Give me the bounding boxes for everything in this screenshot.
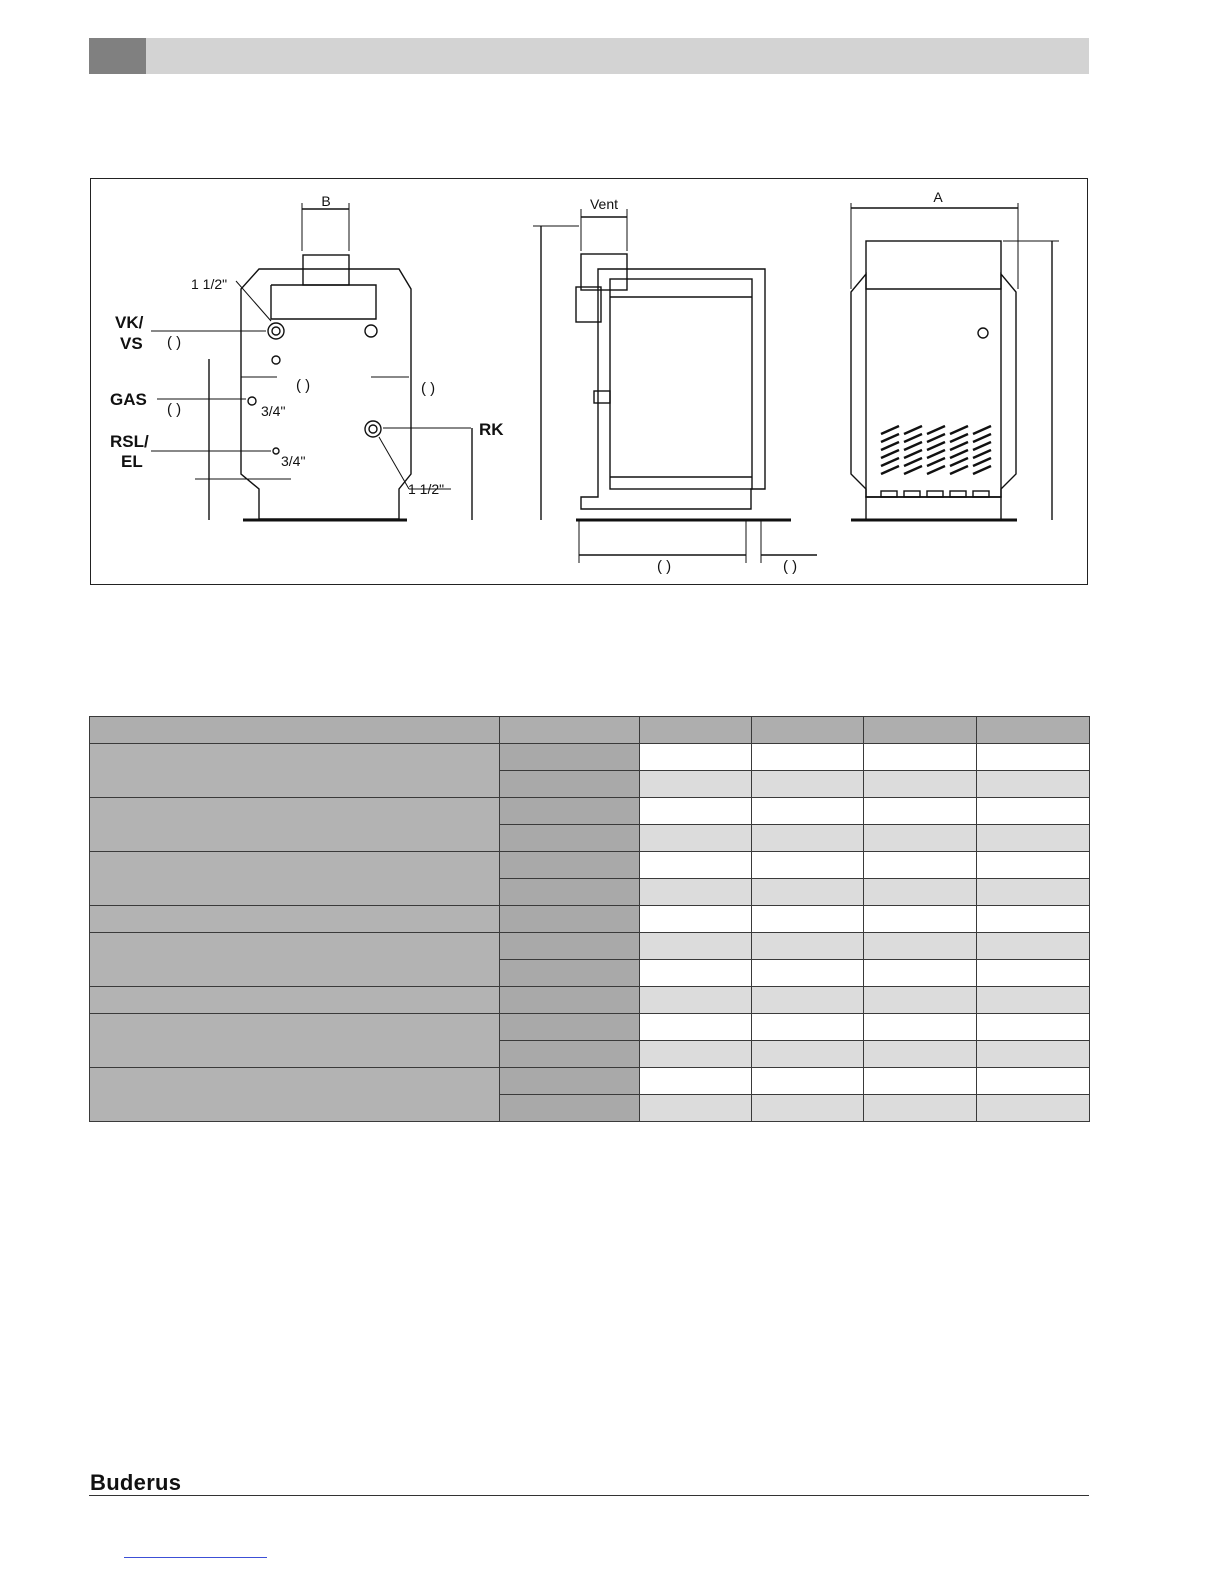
dimensions-table <box>89 716 1090 1122</box>
row-label-cell <box>90 906 500 933</box>
value-cell <box>864 825 977 852</box>
value-cell <box>864 1095 977 1122</box>
value-cell <box>977 852 1090 879</box>
value-cell <box>977 798 1090 825</box>
rsl-el-label-line2: EL <box>121 452 143 471</box>
value-cell <box>752 879 864 906</box>
value-cell <box>864 1014 977 1041</box>
unit-cell <box>500 852 640 879</box>
row-label-cell <box>90 987 500 1014</box>
table-header-cell <box>90 717 500 744</box>
diagram-svg <box>91 179 1089 586</box>
gas-connection-size: 3/4" <box>261 403 286 419</box>
value-cell <box>977 933 1090 960</box>
vent-label: Vent <box>589 196 619 212</box>
value-cell <box>640 825 752 852</box>
value-cell <box>752 960 864 987</box>
value-cell <box>640 987 752 1014</box>
unit-cell <box>500 1095 640 1122</box>
rk-connection-size: 1 1/2" <box>408 481 445 497</box>
value-cell <box>640 1068 752 1095</box>
rk-label: RK <box>479 420 504 439</box>
value-cell <box>752 852 864 879</box>
boiler-dimension-diagram <box>90 178 1088 585</box>
table-row <box>90 933 1090 960</box>
value-cell <box>640 960 752 987</box>
value-cell <box>864 879 977 906</box>
section-number-tab <box>89 38 146 74</box>
rsl-el-label-line1: RSL/ <box>110 432 149 451</box>
rsl-connection-size: 3/4" <box>281 453 306 469</box>
value-cell <box>864 798 977 825</box>
value-cell <box>977 987 1090 1014</box>
unit-cell <box>500 825 640 852</box>
value-cell <box>864 744 977 771</box>
value-cell <box>977 771 1090 798</box>
row-label-cell <box>90 933 500 987</box>
value-cell <box>752 1041 864 1068</box>
side-view <box>533 209 817 563</box>
value-cell <box>752 744 864 771</box>
side-offset-empty-dim-parenthesis: ( ) <box>783 558 798 575</box>
section-header-bar <box>89 38 1089 74</box>
front-view <box>151 203 472 520</box>
unit-cell <box>500 744 640 771</box>
footer-rule <box>89 1495 1089 1496</box>
value-cell <box>864 933 977 960</box>
value-cell <box>640 879 752 906</box>
unit-cell <box>500 771 640 798</box>
unit-cell <box>500 1014 640 1041</box>
front-right-empty-dim-parenthesis: ( ) <box>421 380 436 397</box>
value-cell <box>864 987 977 1014</box>
value-cell <box>752 771 864 798</box>
unit-cell <box>500 1041 640 1068</box>
gas-label: GAS <box>110 390 147 409</box>
dim-b-label: B <box>321 193 331 209</box>
value-cell <box>864 771 977 798</box>
vk-vs-label-line2: VS <box>120 334 143 353</box>
value-cell <box>977 1095 1090 1122</box>
unit-cell <box>500 933 640 960</box>
unit-cell <box>500 906 640 933</box>
value-cell <box>977 879 1090 906</box>
value-cell <box>864 852 977 879</box>
value-cell <box>752 933 864 960</box>
side-depth-empty-dim-parenthesis: ( ) <box>657 558 672 575</box>
value-cell <box>977 906 1090 933</box>
value-cell <box>640 906 752 933</box>
value-cell <box>752 906 864 933</box>
unit-cell <box>500 987 640 1014</box>
row-label-cell <box>90 1014 500 1068</box>
row-label-cell <box>90 852 500 906</box>
value-cell <box>977 1068 1090 1095</box>
value-cell <box>640 1041 752 1068</box>
value-cell <box>752 798 864 825</box>
back-view <box>851 203 1059 520</box>
value-cell <box>752 1068 864 1095</box>
unit-cell <box>500 879 640 906</box>
table-header-cell <box>977 717 1090 744</box>
row-label-cell <box>90 1068 500 1122</box>
footer-link-underline[interactable] <box>124 1557 267 1558</box>
table-row <box>90 1068 1090 1095</box>
vk-empty-dim-parenthesis: ( ) <box>167 334 182 351</box>
value-cell <box>640 798 752 825</box>
value-cell <box>977 825 1090 852</box>
value-cell <box>864 906 977 933</box>
value-cell <box>640 933 752 960</box>
unit-cell <box>500 960 640 987</box>
table-header-row <box>90 717 1090 744</box>
buderus-logo: Buderus <box>90 1470 182 1495</box>
value-cell <box>752 1014 864 1041</box>
value-cell <box>752 1095 864 1122</box>
value-cell <box>977 744 1090 771</box>
value-cell <box>752 987 864 1014</box>
value-cell <box>640 852 752 879</box>
vk-connection-size: 1 1/2" <box>191 276 228 292</box>
vk-vs-label-line1: VK/ <box>115 313 144 332</box>
value-cell <box>640 1095 752 1122</box>
dim-a-label: A <box>933 189 943 205</box>
row-label-cell <box>90 798 500 852</box>
value-cell <box>977 1041 1090 1068</box>
table-header-cell <box>640 717 752 744</box>
table-header-cell <box>864 717 977 744</box>
value-cell <box>640 744 752 771</box>
value-cell <box>864 1068 977 1095</box>
gas-empty-dim-parenthesis: ( ) <box>167 401 182 418</box>
value-cell <box>864 960 977 987</box>
table-row <box>90 744 1090 771</box>
table-row <box>90 852 1090 879</box>
value-cell <box>752 825 864 852</box>
front-left-empty-dim-parenthesis: ( ) <box>296 377 311 394</box>
value-cell <box>977 1014 1090 1041</box>
table-row <box>90 1014 1090 1041</box>
value-cell <box>977 960 1090 987</box>
value-cell <box>640 1014 752 1041</box>
table-row <box>90 798 1090 825</box>
unit-cell <box>500 1068 640 1095</box>
table-header-cell <box>752 717 864 744</box>
row-label-cell <box>90 744 500 798</box>
unit-cell <box>500 798 640 825</box>
table-row <box>90 987 1090 1014</box>
value-cell <box>640 771 752 798</box>
value-cell <box>864 1041 977 1068</box>
table-row <box>90 906 1090 933</box>
table-header-cell <box>500 717 640 744</box>
